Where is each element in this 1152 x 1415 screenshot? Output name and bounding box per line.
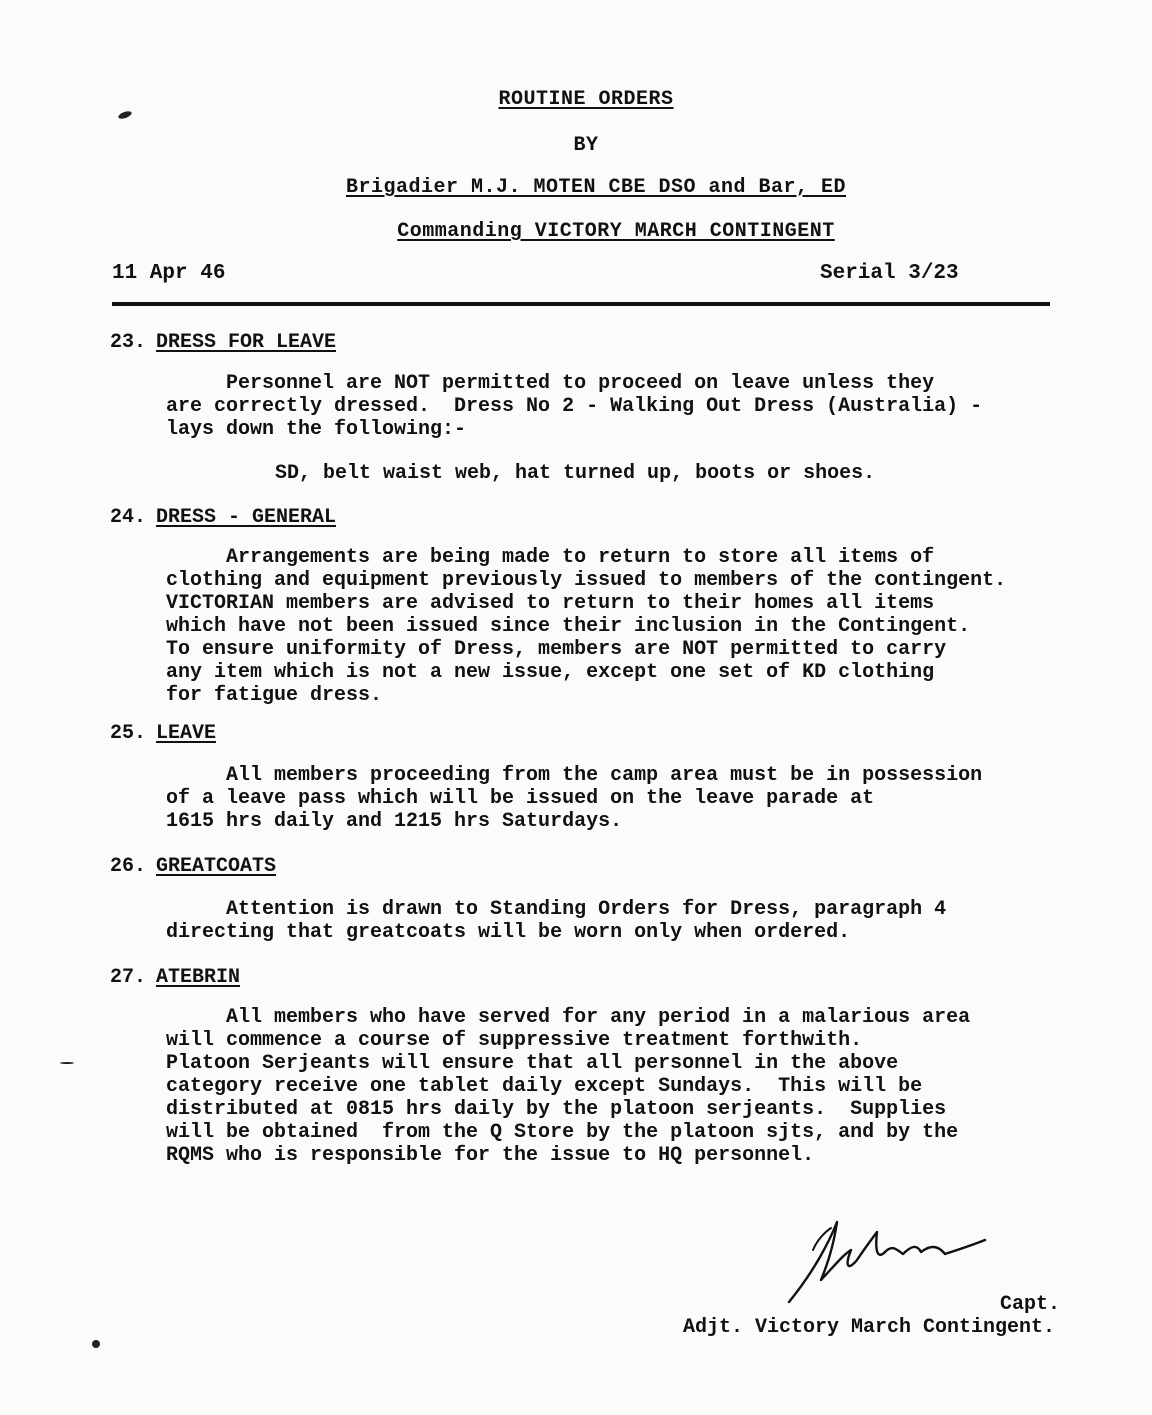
handwritten-signature: [785, 1210, 995, 1310]
paragraph-body-23: Personnel are NOT permitted to proceed on leave unless they are correctly dressed. Dress No 2 - Walking Out Dress (Australia) - lays down the following:-: [166, 372, 983, 441]
paragraph-heading-26: [110, 855, 276, 878]
paragraph-indented-23: SD, belt waist web, hat turned up, boots or shoes.: [275, 462, 876, 485]
title-text: ROUTINE ORDERS: [498, 88, 674, 111]
paragraph-title: LEAVE: [156, 722, 217, 745]
issuer-line: [0, 176, 1152, 199]
signatory-rank: Capt.: [1000, 1293, 1061, 1316]
header-divider: [112, 302, 1050, 306]
scan-speck: [60, 1062, 74, 1064]
appointment-text: Commanding VICTORY MARCH CONTINGENT: [397, 220, 835, 243]
paragraph-title: GREATCOATS: [156, 855, 277, 878]
paragraph-body-27: All members who have served for any period in a malarious area will commence a course of suppressive treatment forthwith. Platoon Serjeants will ensure that all personnel in the above category receive one tablet daily except Sundays. This will be distributed at 0815 hrs daily by the platoon serjeants. Supplies will be obtained from the Q Store by the platoon sjts, and by the RQMS who is responsible for the issue to HQ personnel.: [166, 1006, 971, 1167]
paragraph-body-25: All members proceeding from the camp area must be in possession of a leave pass which will be issued on the leave parade at 1615 hrs daily and 1215 hrs Saturdays.: [166, 764, 983, 833]
paragraph-heading-25: [110, 722, 216, 745]
paragraph-number: 26.: [110, 855, 147, 878]
paragraph-body-26: Attention is drawn to Standing Orders for Dress, paragraph 4 directing that greatcoats will be worn only when ordered.: [166, 898, 947, 944]
paragraph-title: DRESS - GENERAL: [156, 506, 337, 529]
paragraph-number: 23.: [110, 331, 147, 354]
paragraph-title: DRESS FOR LEAVE: [156, 331, 337, 354]
paragraph-heading-23: [110, 331, 336, 354]
signatory-appointment: Adjt. Victory March Contingent.: [683, 1316, 1056, 1339]
paragraph-title: ATEBRIN: [156, 966, 241, 989]
paragraph-number: 27.: [110, 966, 147, 989]
paragraph-heading-27: [110, 966, 240, 989]
scan-speck: [117, 110, 132, 120]
paragraph-body-24: Arrangements are being made to return to store all items of clothing and equipment previously issued to members of the contingent. VICTORIAN members are advised to return to their homes all items which have not been issued since their inclusion in the Contingent. To ensure uniformity of Dress, members are NOT permitted to carry any item which is not a new issue, except one set of KD clothing for fatigue dress.: [166, 546, 1007, 707]
order-date: 11 Apr 46: [112, 262, 226, 285]
paragraph-number: 25.: [110, 722, 147, 745]
appointment-line: [0, 220, 1152, 243]
scan-speck: [92, 1340, 100, 1348]
issuer-text: Brigadier M.J. MOTEN CBE DSO and Bar, ED: [345, 176, 847, 199]
paragraph-number: 24.: [110, 506, 147, 529]
serial-number: Serial 3/23: [820, 262, 959, 285]
document-title: [0, 88, 1152, 111]
by-line: BY: [573, 134, 599, 157]
paragraph-heading-24: [110, 506, 336, 529]
